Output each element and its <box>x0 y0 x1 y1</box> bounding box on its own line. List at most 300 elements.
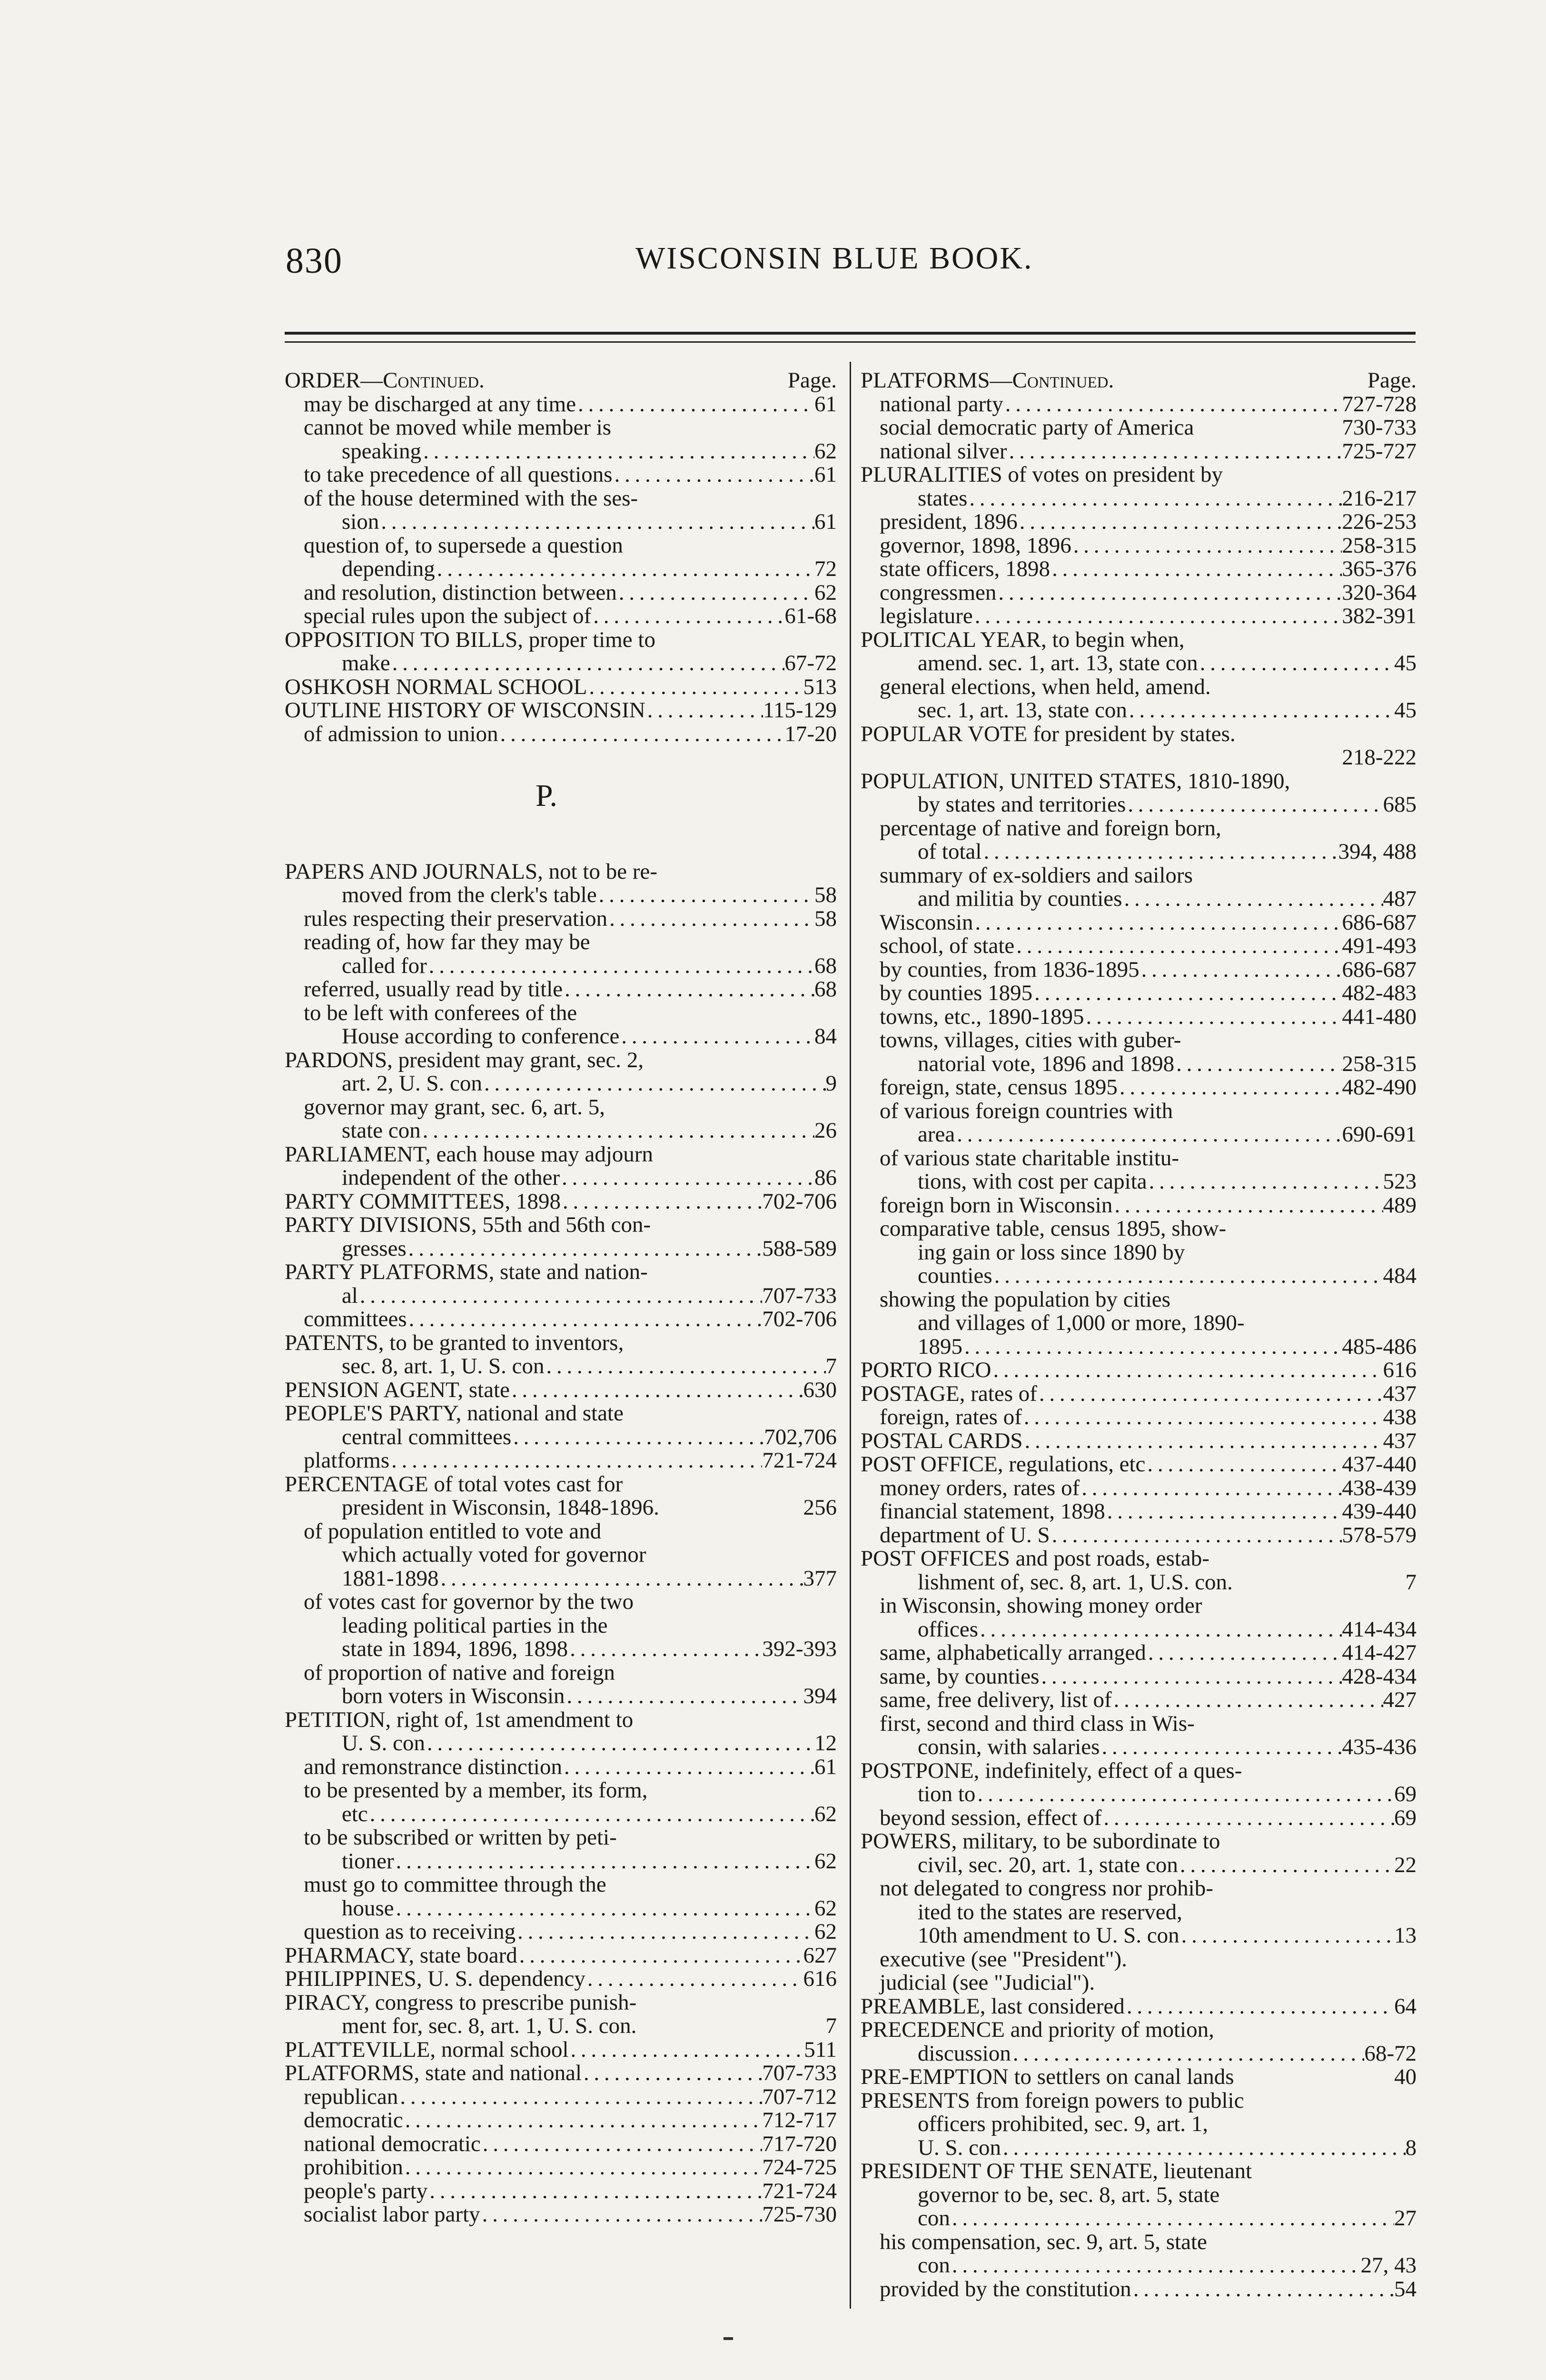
entry-text: prohibition <box>304 2156 403 2180</box>
index-entry <box>285 1378 837 1402</box>
dot-leader <box>425 1732 814 1755</box>
index-entry <box>285 1661 837 1685</box>
dot-leader <box>403 2109 763 2132</box>
entry-text: 1881-1898 <box>342 1567 439 1590</box>
dot-leader <box>1084 1005 1342 1029</box>
entry-text: by states and territories <box>918 793 1126 817</box>
dot-leader <box>617 581 814 605</box>
entry-text: PORTO RICO <box>861 1359 991 1382</box>
dot-leader <box>973 911 1342 935</box>
dot-leader <box>1018 510 1342 534</box>
dot-leader <box>406 1237 763 1261</box>
entry-page: 523 <box>1383 1170 1417 1194</box>
index-entry <box>285 1473 837 1497</box>
index-entry <box>285 393 837 416</box>
entry-text: foreign born in Wisconsin <box>880 1193 1113 1217</box>
entry-text: PLATFORMS, state and national <box>285 2062 582 2085</box>
dot-leader <box>1112 1194 1383 1218</box>
entry-text: which actually voted for governor <box>342 1543 646 1567</box>
index-entry <box>861 840 1417 864</box>
entry-page: 61 <box>814 392 837 416</box>
index-entry <box>861 1076 1417 1100</box>
index-entry <box>861 1123 1417 1147</box>
index-entry <box>861 440 1417 464</box>
entry-text: democratic <box>304 2109 403 2132</box>
index-entry <box>285 2062 837 2085</box>
dot-leader <box>1118 1076 1342 1100</box>
entry-text: called for <box>342 954 427 978</box>
dot-leader <box>510 1378 803 1402</box>
dot-leader <box>576 393 814 416</box>
entry-text: of various foreign countries with <box>880 1099 1173 1123</box>
entry-page: 13 <box>1394 1924 1417 1948</box>
entry-text: of proportion of native and foreign <box>304 1661 615 1685</box>
entry-text: general elections, when held, amend. <box>880 675 1211 699</box>
index-entry <box>285 1944 837 1968</box>
dot-leader <box>587 675 803 699</box>
entry-page: 686-687 <box>1342 911 1417 934</box>
entry-page: 67-72 <box>784 652 837 675</box>
dot-leader <box>481 2132 762 2156</box>
entry-page: 441-480 <box>1342 1005 1417 1029</box>
index-entry <box>285 1897 837 1921</box>
index-entry <box>285 1826 837 1850</box>
dot-leader <box>563 978 814 1002</box>
entry-text: governor to be, sec. 8, art. 5, state <box>918 2183 1220 2207</box>
index-entry <box>285 699 837 723</box>
entry-text: central committees <box>342 1425 512 1449</box>
entry-page: 707-733 <box>762 2062 837 2085</box>
entry-page: 68-72 <box>1364 2042 1417 2065</box>
index-entry <box>861 416 1417 440</box>
entry-page: 382-391 <box>1342 605 1417 628</box>
entry-text: PRE-EMPTION to settlers on canal lands <box>861 2065 1234 2089</box>
entry-page: 61 <box>814 463 837 487</box>
index-entry <box>861 2183 1417 2207</box>
entry-text: lishment of, sec. 8, art. 1, U.S. con. <box>918 1570 1233 1594</box>
dot-leader <box>1039 1665 1342 1689</box>
index-entry <box>861 1288 1417 1312</box>
index-entry <box>861 1382 1417 1406</box>
index-entry <box>861 2089 1417 2113</box>
page-column-label: Page. <box>787 369 837 393</box>
dot-leader <box>1050 557 1342 581</box>
index-entry <box>861 2207 1417 2231</box>
entry-text: must go to committee through the <box>304 1873 606 1897</box>
entry-page: 377 <box>803 1567 837 1590</box>
running-title: WISCONSIN BLUE BOOK. <box>635 241 1033 276</box>
index-entry <box>861 1217 1417 1241</box>
index-entry <box>285 1213 837 1237</box>
index-entry <box>285 463 837 487</box>
entry-page: 12 <box>814 1732 837 1755</box>
entry-page: 62 <box>814 1896 837 1920</box>
entry-text: to be presented by a member, its form, <box>304 1779 648 1803</box>
entry-page: 437-440 <box>1342 1453 1417 1477</box>
entry-text: sec. 8, art. 1, U. S. con <box>342 1355 545 1378</box>
entry-text: PETITION, right of, 1st amendment to <box>285 1708 634 1732</box>
entry-text: PARLIAMENT, each house may adjourn <box>285 1142 654 1166</box>
entry-text: to be left with conferees of the <box>304 1001 577 1025</box>
entry-list-right <box>861 393 1417 2301</box>
index-entry <box>285 1190 837 1214</box>
entry-text: POSTAL CARDS <box>861 1429 1023 1453</box>
entry-text: al <box>342 1284 358 1308</box>
entry-text: POPULAR VOTE for president by states. <box>861 722 1236 746</box>
entry-page: 588-589 <box>762 1237 837 1260</box>
entry-text: and militia by counties <box>918 887 1122 911</box>
index-entry <box>285 1331 837 1355</box>
index-entry <box>285 931 837 954</box>
index-entry <box>285 440 837 464</box>
entry-text: discussion <box>918 2042 1011 2065</box>
entry-text: national party <box>880 392 1003 416</box>
index-entry <box>861 1429 1417 1453</box>
entry-text: of votes cast for governor by the two <box>304 1590 634 1614</box>
entry-text: reading of, how far they may be <box>304 931 590 954</box>
entry-page: 64 <box>1394 1994 1417 2018</box>
entry-text: PHILIPPINES, U. S. dependency <box>285 1967 585 1991</box>
dot-leader <box>1105 1500 1342 1524</box>
dot-leader <box>1007 440 1342 464</box>
dot-leader <box>1198 652 1394 675</box>
entry-text: summary of ex-soldiers and sailors <box>880 863 1193 887</box>
entry-text: OSHKOSH NORMAL SCHOOL <box>285 675 587 699</box>
entry-text: depending <box>342 557 435 581</box>
dot-leader <box>480 2203 763 2227</box>
entry-page: 58 <box>814 883 837 907</box>
index-entry <box>861 1830 1417 1854</box>
index-entry <box>285 487 837 511</box>
index-entry <box>861 675 1417 699</box>
entry-page: 721-724 <box>762 2179 837 2203</box>
index-entry <box>861 1877 1417 1901</box>
index-entry <box>285 1685 837 1708</box>
header-rule-thick <box>285 332 1416 335</box>
entry-page: 8 <box>1405 2136 1417 2160</box>
index-entry <box>285 1567 837 1591</box>
index-entry <box>861 463 1417 487</box>
index-entry <box>861 557 1417 581</box>
entry-page: 438 <box>1383 1406 1417 1429</box>
entry-page: 69 <box>1394 1806 1417 1830</box>
entry-text: etc <box>342 1802 368 1826</box>
index-entry <box>861 934 1417 958</box>
index-entry <box>285 1166 837 1190</box>
dot-leader <box>1100 1735 1342 1759</box>
index-entry <box>861 1052 1417 1076</box>
index-entry <box>861 864 1417 888</box>
entry-page: 630 <box>803 1378 837 1402</box>
dot-leader <box>1147 1170 1383 1194</box>
index-entry <box>285 860 837 884</box>
index-entry <box>285 581 837 605</box>
index-entry <box>285 1355 837 1378</box>
entry-page: 702-706 <box>762 1190 837 1213</box>
dot-leader <box>1122 887 1383 911</box>
entry-page: 69 <box>1394 1783 1417 1806</box>
dot-leader <box>358 1284 762 1308</box>
dot-leader <box>1125 1995 1394 2019</box>
dot-leader <box>421 1119 814 1143</box>
index-entry <box>861 1500 1417 1524</box>
entry-page: 61 <box>814 510 837 534</box>
entry-text: leading political parties in the <box>342 1614 608 1637</box>
index-column-right <box>861 369 1417 2301</box>
index-entry <box>861 1854 1417 1877</box>
entry-text: PRECEDENCE and priority of motion, <box>861 2018 1214 2042</box>
entry-text: Wisconsin <box>880 911 973 934</box>
index-entry <box>285 510 837 534</box>
footer-mark <box>723 2337 733 2340</box>
entry-page: 22 <box>1394 1853 1417 1877</box>
index-entry <box>861 723 1417 746</box>
dot-leader <box>1145 1453 1342 1477</box>
entry-text: comparative table, census 1895, show- <box>880 1217 1227 1241</box>
entry-page: 86 <box>814 1166 837 1190</box>
entry-page: 717-720 <box>762 2132 837 2156</box>
dot-leader <box>435 557 814 581</box>
index-entry <box>861 1147 1417 1170</box>
entry-text: PARDONS, president may grant, sec. 2, <box>285 1048 644 1072</box>
index-entry <box>285 1803 837 1826</box>
entry-text: and resolution, distinction between <box>304 581 617 605</box>
entry-text: tions, with cost per capita <box>918 1170 1147 1194</box>
entry-text: POSTPONE, indefinitely, effect of a ques- <box>861 1759 1242 1783</box>
entry-text: POST OFFICES and post roads, estab- <box>861 1547 1209 1571</box>
index-entry <box>285 883 837 907</box>
entry-text: governor may grant, sec. 6, art. 5, <box>304 1095 605 1119</box>
entry-page: 45 <box>1394 652 1417 675</box>
entry-text: first, second and third class in Wis- <box>880 1712 1195 1735</box>
dot-leader <box>427 2180 762 2203</box>
column-divider <box>850 362 851 2309</box>
index-entry <box>285 1520 837 1544</box>
entry-page: 511 <box>804 2038 837 2062</box>
entry-page: 725-730 <box>762 2203 837 2227</box>
dot-leader <box>1032 982 1342 1005</box>
index-entry <box>861 1783 1417 1806</box>
entry-text: PHARMACY, state board <box>285 1944 517 1967</box>
dot-leader <box>978 1618 1342 1642</box>
entry-text: PLURALITIES of votes on president by <box>861 463 1223 487</box>
dot-leader <box>390 652 785 675</box>
entry-page: 686-687 <box>1342 958 1417 982</box>
index-entry <box>285 2156 837 2180</box>
dot-leader <box>597 883 814 907</box>
index-entry <box>285 675 837 699</box>
index-entry <box>861 1641 1417 1665</box>
entry-page: 392-393 <box>762 1637 837 1661</box>
entry-page: 489 <box>1383 1193 1417 1217</box>
entry-text: POLITICAL YEAR, to begin when, <box>861 628 1185 652</box>
entry-text: POWERS, military, to be subordinate to <box>861 1830 1220 1854</box>
index-entry <box>861 2018 1417 2042</box>
index-entry <box>285 1991 837 2015</box>
dot-leader <box>545 1355 826 1378</box>
entry-page: 218-222 <box>1342 746 1417 770</box>
index-entry <box>285 416 837 440</box>
entry-page: 437 <box>1383 1429 1417 1453</box>
dot-leader <box>517 1944 803 1968</box>
dot-leader <box>562 1755 814 1779</box>
entry-text: house <box>342 1896 394 1920</box>
entry-text: consin, with salaries <box>918 1735 1100 1759</box>
entry-text: POST OFFICE, regulations, etc <box>861 1453 1146 1477</box>
index-entry <box>285 557 837 581</box>
dot-leader <box>1179 1924 1394 1948</box>
index-entry <box>285 1614 837 1638</box>
index-entry <box>285 2132 837 2156</box>
dot-leader <box>981 840 1338 864</box>
index-entry <box>285 1260 837 1284</box>
dot-leader <box>379 510 814 534</box>
dot-leader <box>398 2085 762 2109</box>
entry-text: counties <box>918 1264 992 1288</box>
entry-page: 702-706 <box>762 1308 837 1331</box>
entry-text: PERCENTAGE of total votes cast for <box>285 1472 623 1496</box>
index-entry <box>285 1920 837 1944</box>
dot-leader <box>1126 793 1383 817</box>
dot-leader <box>565 1685 803 1708</box>
continued-heading: PLATFORMS—Continued. <box>861 369 1114 393</box>
entry-text: same, by counties <box>880 1665 1040 1688</box>
index-entry <box>285 1143 837 1167</box>
index-entry <box>285 1049 837 1072</box>
entry-text: money orders, rates of <box>880 1476 1080 1500</box>
dot-leader <box>1022 1406 1383 1429</box>
dot-leader <box>607 907 814 931</box>
index-entry <box>861 1264 1417 1288</box>
index-entry <box>861 534 1417 558</box>
index-entry <box>861 2231 1417 2254</box>
dot-leader <box>962 1335 1342 1359</box>
entry-page: 27, 43 <box>1360 2254 1417 2278</box>
index-entry <box>861 628 1417 652</box>
entry-page: 7 <box>1405 1570 1417 1594</box>
entry-text: towns, villages, cities with guber- <box>880 1029 1181 1052</box>
entry-text: president in Wisconsin, 1848-1896. <box>342 1496 659 1520</box>
entry-text: state in 1894, 1896, 1898 <box>342 1637 568 1661</box>
entry-page: 61 <box>814 1755 837 1779</box>
index-entry <box>285 1708 837 1732</box>
entry-text: U. S. con <box>342 1732 425 1755</box>
entry-page: 482-490 <box>1342 1076 1417 1100</box>
dot-leader <box>407 1308 763 1331</box>
dot-leader <box>515 1920 814 1944</box>
entry-page: 394, 488 <box>1338 840 1417 864</box>
index-entry <box>861 652 1417 675</box>
entry-page: 54 <box>1394 2277 1417 2301</box>
index-entry <box>861 793 1417 817</box>
index-entry <box>861 2254 1417 2278</box>
index-entry <box>861 1241 1417 1265</box>
entry-text: born voters in Wisconsin <box>342 1685 565 1708</box>
entry-text: moved from the clerk's table <box>342 883 597 907</box>
index-entry <box>861 1712 1417 1736</box>
entry-text: governor, 1898, 1896 <box>880 534 1071 557</box>
entry-text: state officers, 1898 <box>880 557 1050 581</box>
index-column-left <box>285 369 837 2227</box>
header-rule-thin <box>285 341 1416 343</box>
entry-text: legislature <box>880 605 973 628</box>
entry-text: PRESENTS from foreign powers to public <box>861 2089 1244 2112</box>
entry-text: sion <box>342 510 379 534</box>
index-entry <box>285 1873 837 1897</box>
entry-text: of various state charitable institu- <box>880 1146 1179 1170</box>
index-entry <box>861 1688 1417 1712</box>
entry-text: ited to the states are reserved, <box>918 1900 1182 1924</box>
entry-text: and villages of 1,000 or more, 1890- <box>918 1311 1245 1335</box>
entry-page: 487 <box>1383 887 1417 911</box>
index-entry <box>861 2042 1417 2066</box>
entry-text: PREAMBLE, last considered <box>861 1994 1125 2018</box>
entry-text: judicial (see "Judicial"). <box>880 1971 1095 1995</box>
entry-text: foreign, state, census 1895 <box>880 1076 1118 1100</box>
dot-leader <box>1127 699 1394 723</box>
entry-text: PARTY DIVISIONS, 55th and 56th con- <box>285 1213 651 1237</box>
index-entry <box>285 1072 837 1096</box>
entry-text: school, of state <box>880 934 1015 958</box>
entry-page: 17-20 <box>784 722 837 746</box>
entry-page: 62 <box>814 1849 837 1873</box>
entry-page: 226-253 <box>1342 510 1417 534</box>
index-entry <box>861 2112 1417 2136</box>
page-number: 830 <box>286 241 343 281</box>
dot-leader <box>1140 958 1342 982</box>
index-entry <box>861 1665 1417 1689</box>
entry-text: his compensation, sec. 9, art. 5, state <box>880 2230 1207 2254</box>
index-entry <box>285 605 837 628</box>
index-entry <box>285 2180 837 2203</box>
entry-text: to take precedence of all questions <box>304 463 613 487</box>
entry-text: tioner <box>342 1849 394 1873</box>
index-entry <box>861 2065 1417 2089</box>
index-entry <box>285 723 837 746</box>
entry-text: OUTLINE HISTORY OF WISCONSIN <box>285 699 645 723</box>
dot-leader <box>560 1166 814 1190</box>
entry-page: 414-434 <box>1342 1617 1417 1641</box>
dot-leader <box>421 440 814 464</box>
entry-text: state con <box>342 1119 421 1143</box>
dot-leader <box>569 2038 804 2062</box>
dot-leader <box>568 1637 762 1661</box>
entry-page: 62 <box>814 581 837 605</box>
index-entry <box>285 978 837 1002</box>
entry-text: amend. sec. 1, art. 13, state con <box>918 652 1198 675</box>
entry-text: of the house determined with the ses- <box>304 486 638 510</box>
dot-leader <box>1178 1854 1394 1877</box>
index-entry <box>861 770 1417 793</box>
index-entry <box>861 1311 1417 1335</box>
entry-text: ing gain or loss since 1890 by <box>918 1240 1185 1264</box>
index-entry <box>861 1901 1417 1924</box>
entry-text: U. S. con <box>918 2136 1001 2160</box>
entry-text: PEOPLE'S PARTY, national and state <box>285 1402 624 1426</box>
index-entry <box>285 1426 837 1449</box>
column-head <box>861 369 1417 393</box>
index-entry <box>861 605 1417 628</box>
index-entry <box>861 1406 1417 1429</box>
entry-text: offices <box>918 1617 979 1641</box>
index-entry <box>861 699 1417 723</box>
dot-leader <box>613 463 814 487</box>
index-entry <box>285 2109 837 2132</box>
entry-page: 58 <box>814 907 837 931</box>
index-entry <box>861 1005 1417 1029</box>
entry-text: executive (see "President"). <box>880 1947 1127 1971</box>
entry-page: 115-129 <box>763 699 837 723</box>
